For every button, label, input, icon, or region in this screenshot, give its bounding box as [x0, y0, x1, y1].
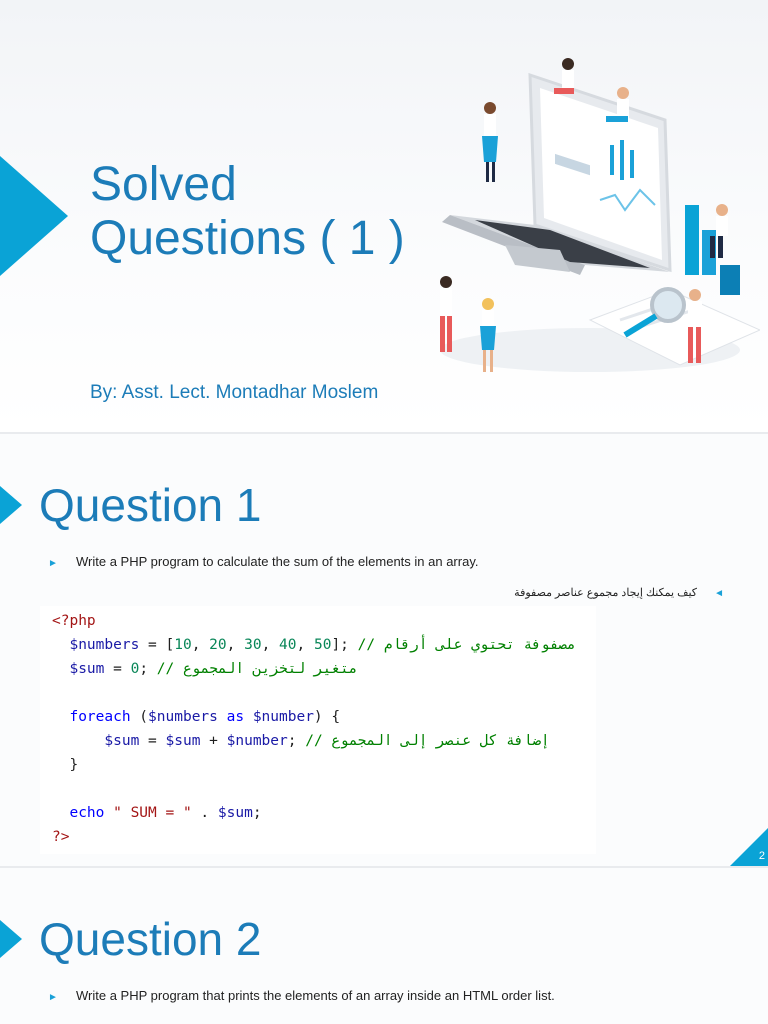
- question-title: Question 2: [39, 913, 262, 965]
- code-token: $numbers: [148, 709, 218, 725]
- bullet-arrow-icon: ►: [48, 558, 58, 569]
- code-token: $number: [226, 733, 288, 749]
- code-token: .: [200, 805, 218, 821]
- bullet-text: كيف يمكنك إيجاد مجموع عناصر مصفوفة: [514, 587, 698, 599]
- code-token: ?>: [52, 829, 70, 845]
- code-token: =: [139, 733, 166, 749]
- code-token: 0: [130, 661, 140, 677]
- code-token: 30: [244, 637, 262, 653]
- code-token: $sum: [165, 733, 201, 749]
- code-token: ];: [331, 637, 358, 653]
- title-line-1: Solved: [90, 158, 237, 211]
- accent-triangle: [0, 486, 22, 524]
- code-block: <?php $numbers = [10, 20, 30, 40, 50]; // مصفوفة تحتوي على أرقام $sum = 0; // متغير لتخزين المجموع foreach ($numbers as $number) { $sum = $sum + $number; // إضافة كل عنصر إلى المجموع } echo " SUM = " . $sum; ?>: [40, 606, 596, 854]
- accent-triangle: [0, 920, 22, 958]
- code-token: " SUM = ": [104, 805, 201, 821]
- code-token: +: [200, 733, 227, 749]
- code-token: = [: [139, 637, 175, 653]
- person-on-laptop-top: [554, 58, 574, 94]
- author-byline: By: Asst. Lect. Montadhar Moslem: [90, 382, 379, 403]
- accent-triangle: [0, 156, 68, 276]
- code-token: <?php: [52, 613, 96, 629]
- bullet-english: [48, 554, 478, 569]
- laptop-with-people-illustration: [420, 50, 760, 390]
- bullet-text: Write a PHP program that prints the elements of an array inside an HTML order list.: [76, 988, 555, 1003]
- title-slide: [0, 0, 768, 432]
- question-1-slide: [0, 434, 768, 866]
- code-token: ) {: [313, 709, 341, 725]
- code-token: $numbers: [69, 637, 140, 653]
- code-token: 20: [209, 637, 227, 653]
- slide-title: [90, 158, 405, 266]
- person-standing-left: [482, 102, 498, 182]
- code-token: echo: [69, 805, 105, 821]
- page-number: 2: [758, 850, 765, 862]
- code-token: 40: [279, 637, 297, 653]
- bullet-english: [48, 988, 555, 1003]
- bullet-arrow-icon: ►: [48, 992, 58, 1003]
- code-token: as: [217, 709, 253, 725]
- code-token: $sum: [69, 661, 105, 677]
- code-comment: // إضافة كل عنصر إلى المجموع: [305, 733, 550, 749]
- code-comment: // مصفوفة تحتوي على أرقام: [357, 637, 576, 653]
- code-token: $sum: [104, 733, 140, 749]
- bullet-arabic: [514, 586, 724, 599]
- code-token: 50: [313, 637, 332, 653]
- code-token: ;: [139, 661, 157, 677]
- code-comment: // متغير لتخزين المجموع: [156, 661, 358, 677]
- code-token: }: [69, 757, 79, 773]
- code-token: $sum: [217, 805, 253, 821]
- code-token: =: [104, 661, 131, 677]
- title-line-2: Questions ( 1 ): [90, 212, 405, 265]
- bullet-arrow-icon: ◄: [714, 588, 724, 599]
- code-token: ;: [287, 733, 306, 749]
- question-title: Question 1: [39, 479, 262, 531]
- question-2-slide: [0, 868, 768, 1024]
- code-token: 10: [174, 637, 192, 653]
- code-token: ;: [252, 805, 262, 821]
- code-token: (: [130, 709, 149, 725]
- code-token: foreach: [69, 709, 131, 725]
- code-token: $number: [252, 709, 314, 725]
- bullet-text: Write a PHP program to calculate the sum of the elements in an array.: [76, 554, 479, 569]
